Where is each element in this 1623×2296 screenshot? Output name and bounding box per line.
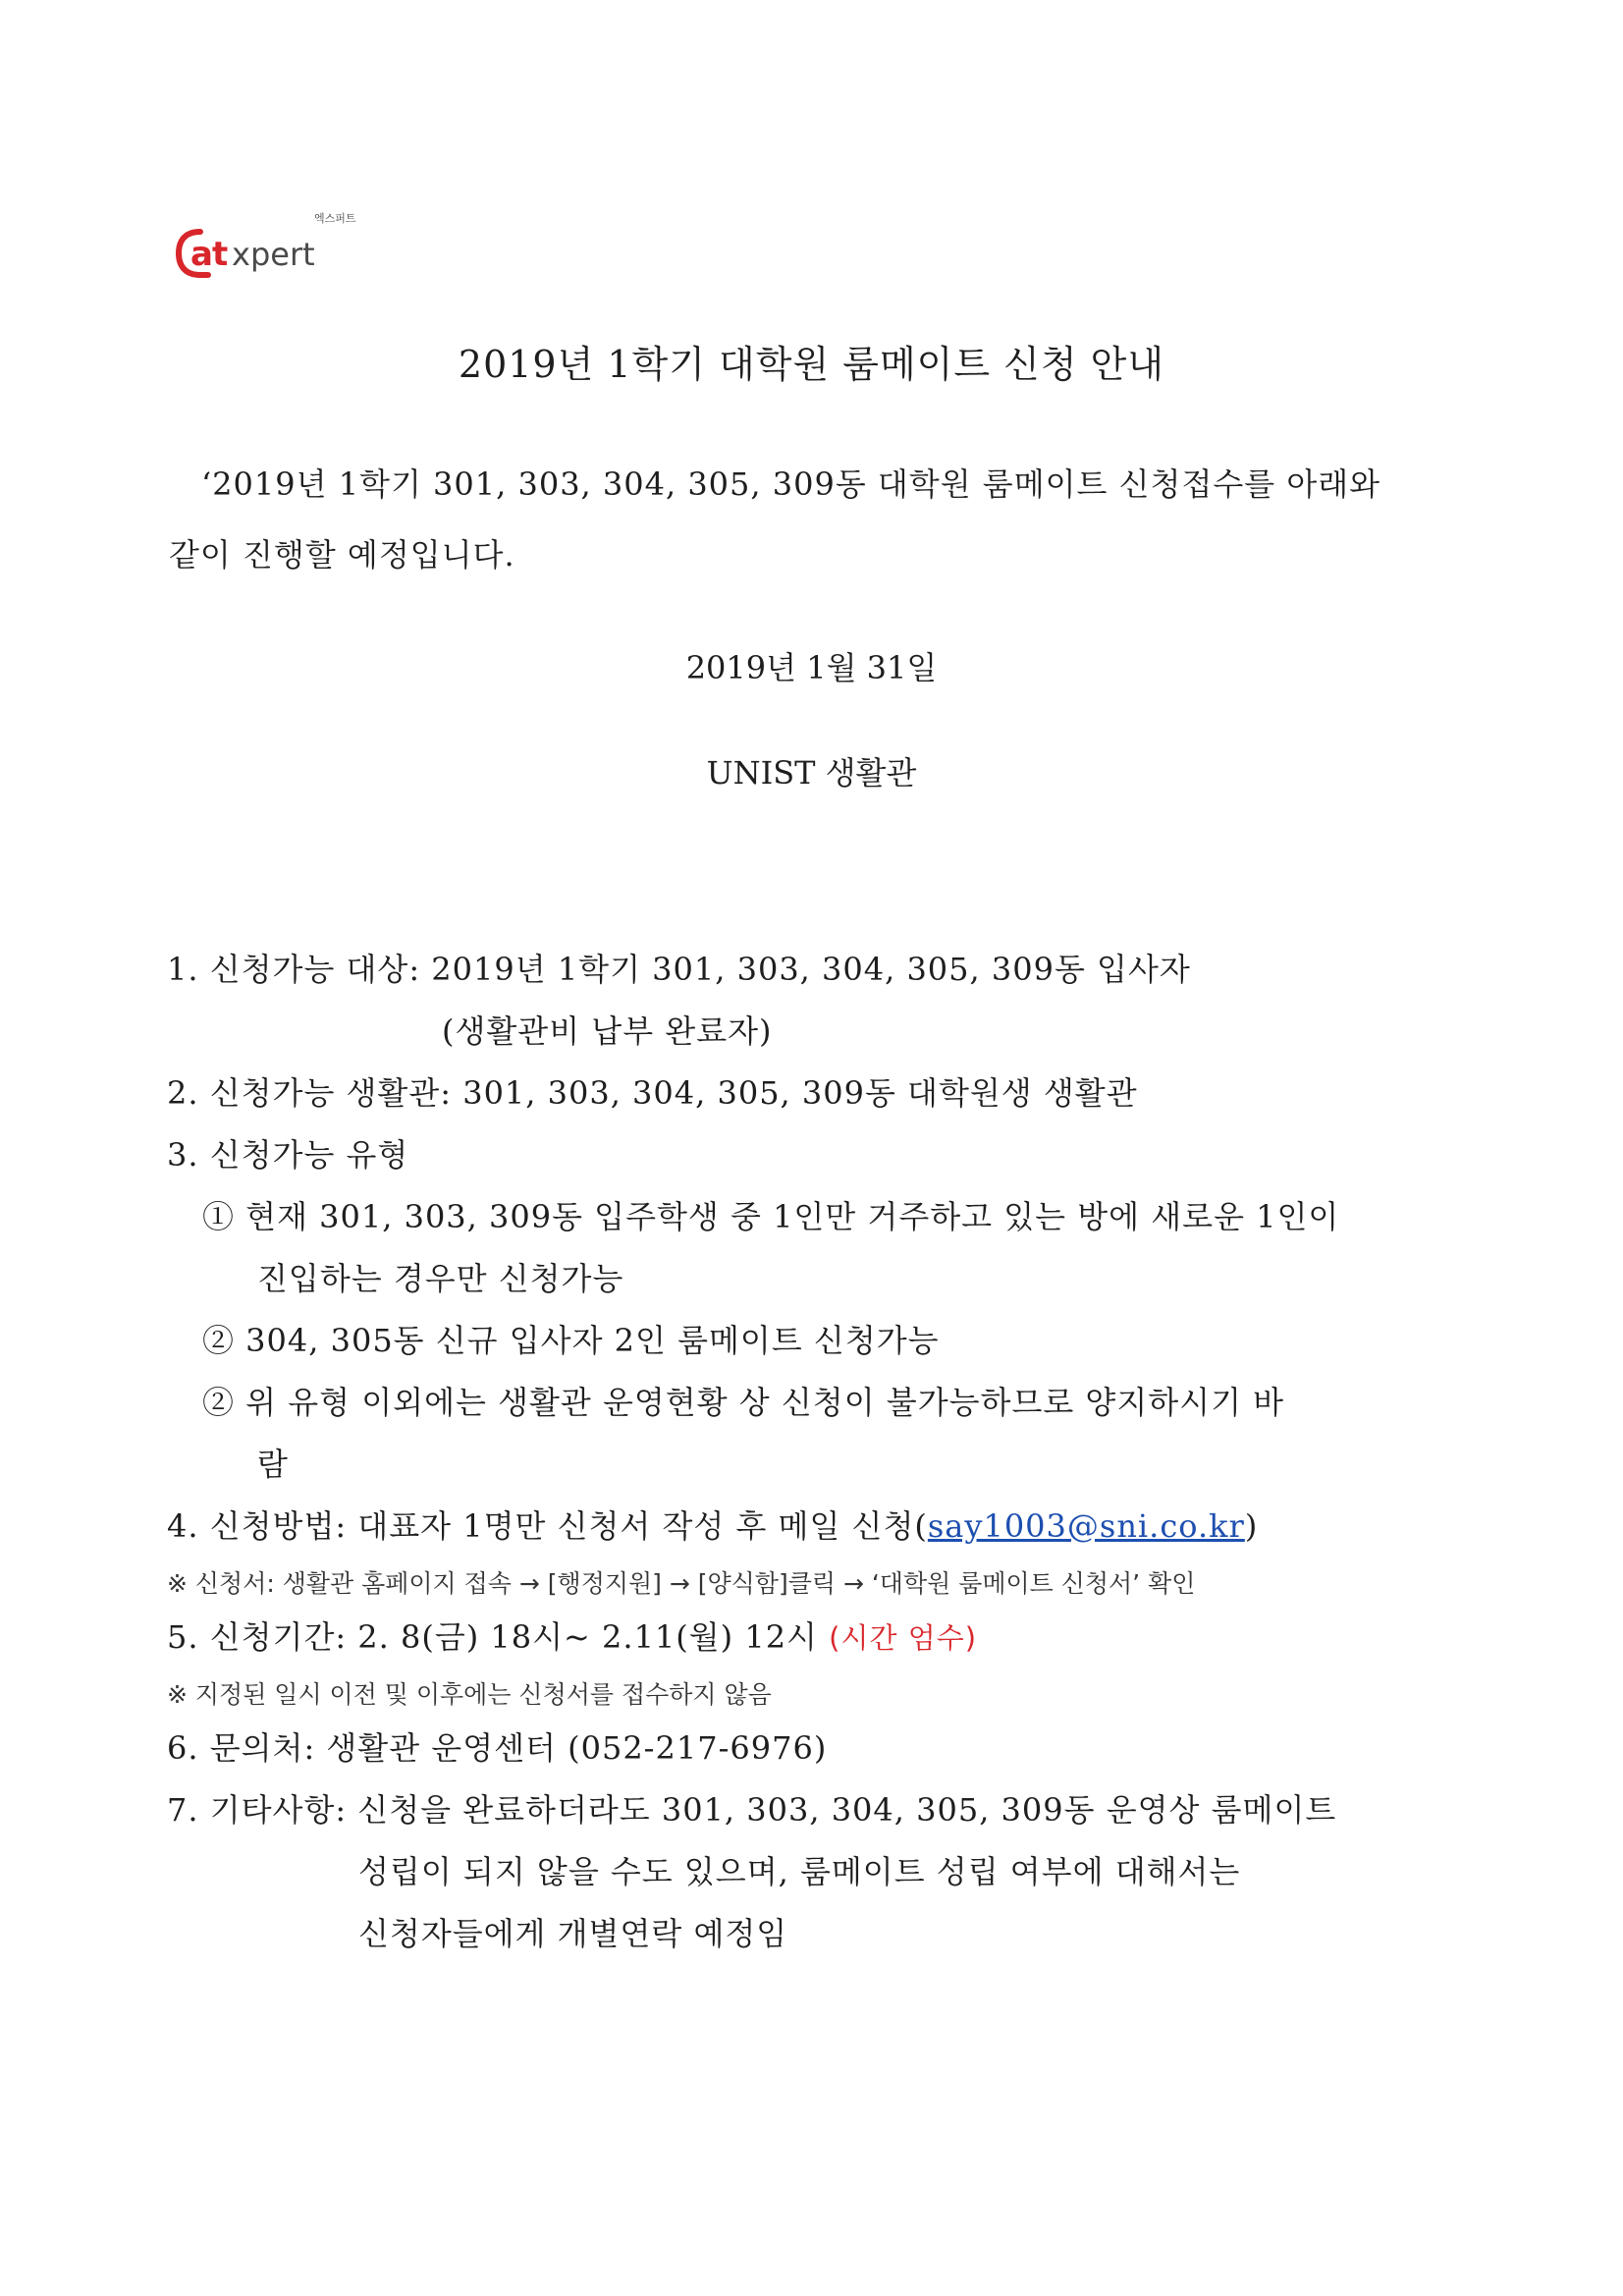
atxpert-logo [175, 206, 356, 275]
document-title: 2019년 1학기 대학원 룸메이트 신청 안내 [458, 343, 1165, 386]
note-deadline: ※ 지정된 일시 이전 및 이후에는 신청서를 접수하지 않음 [167, 1680, 772, 1709]
strict-time-notice: (시간 엄수) [829, 1621, 978, 1655]
logo-xpert: xpert [232, 236, 315, 273]
intro-line-1: ‘2019년 1학기 301, 303, 304, 305, 309동 대학원 룸메이트 신청접수를 아래와 [201, 465, 1381, 503]
item-3-a-line-1: ① 현재 301, 303, 309동 입주학생 중 1인만 거주하고 있는 방에 새로운 1인이 [202, 1198, 1340, 1235]
item-4-suffix: ) [1244, 1507, 1259, 1545]
logo-korean-text: 엑스퍼트 [314, 212, 356, 225]
logo-a: a [190, 235, 213, 274]
item-7-line-3: 신청자들에게 개별연락 예정임 [358, 1915, 788, 1952]
item-3-a-line-2: 진입하는 경우만 신청가능 [257, 1260, 624, 1297]
item-2: 2. 신청가능 생활관: 301, 303, 304, 305, 309동 대학원생 생활관 [167, 1074, 1138, 1112]
intro-line-2: 같이 진행할 예정입니다. [169, 536, 515, 574]
atxpert-logo-mark [175, 222, 371, 279]
item-3-c-line-1: ② 위 유형 이외에는 생활관 운영현황 상 신청이 불가능하므로 양지하시기 바 [202, 1384, 1285, 1421]
note-application-form: ※ 신청서: 생활관 홈페이지 접속 → [행정지원] → [양식함]클릭 → ‘대학원 룸메이트 신청서’ 확인 [167, 1569, 1196, 1598]
item-3-c-line-2: 람 [257, 1446, 289, 1483]
item-1-line-2: (생활관비 납부 완료자) [442, 1012, 773, 1050]
item-3-b: ② 304, 305동 신규 입사자 2인 룸메이트 신청가능 [202, 1322, 940, 1359]
issuer: UNIST 생활관 [706, 754, 917, 792]
item-5 [167, 1613, 977, 1658]
item-1-line-1: 1. 신청가능 대상: 2019년 1학기 301, 303, 304, 305, 309동 입사자 [167, 951, 1191, 988]
item-7-line-2: 성립이 되지 않을 수도 있으며, 룸메이트 성립 여부에 대해서는 [358, 1853, 1241, 1890]
item-4-prefix: 4. 신청방법: 대표자 1명만 신청서 작성 후 메일 신청( [167, 1507, 928, 1545]
item-7-line-1: 7. 기타사항: 신청을 완료하더라도 301, 303, 304, 305, 309동 운영상 룸메이트 [167, 1791, 1337, 1829]
logo-t: t [212, 235, 229, 274]
item-4 [167, 1502, 1258, 1547]
item-5-prefix: 5. 신청기간: 2. 8(금) 18시~ 2.11(월) 12시 [167, 1618, 830, 1656]
email-link[interactable]: say1003@sni.co.kr [927, 1507, 1245, 1545]
item-6: 6. 문의처: 생활관 운영센터 (052-217-6976) [167, 1729, 828, 1767]
item-3: 3. 신청가능 유형 [167, 1136, 409, 1174]
document-date: 2019년 1월 31일 [685, 649, 938, 686]
